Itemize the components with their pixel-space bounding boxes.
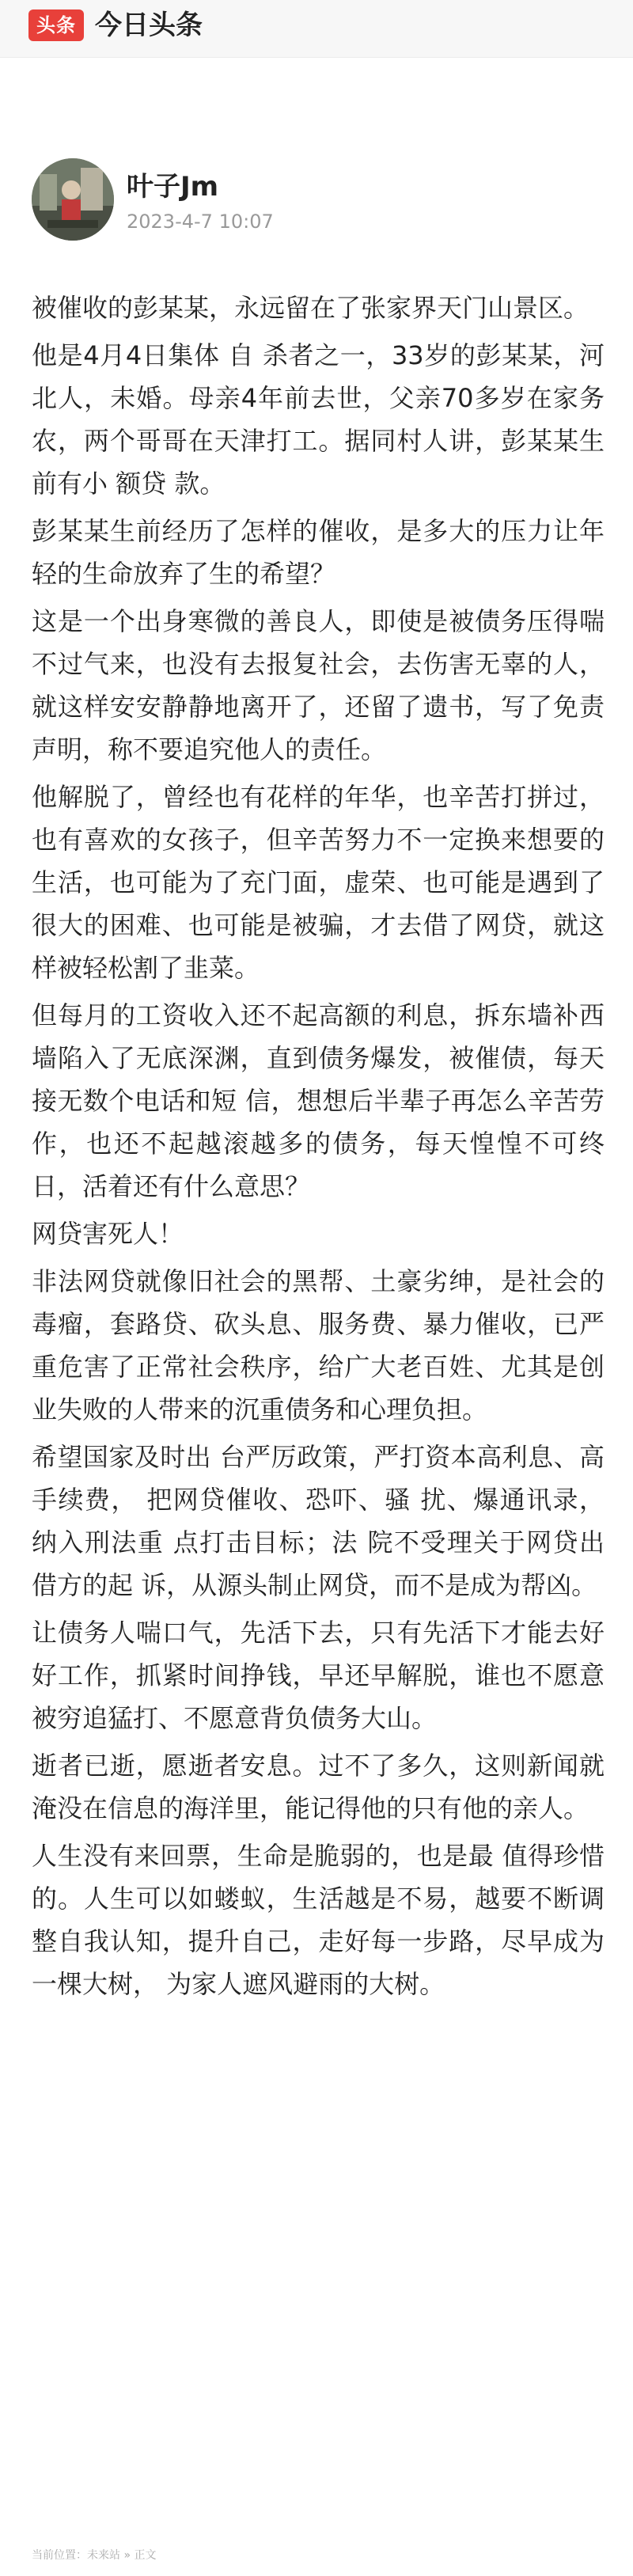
article-paragraph: 希望国家及时出 台严厉政策，严打资本高利息、高手续费， 把网贷催收、恐吓、骚 扰、爆通讯录，纳入刑法重 点打击目标；法 院不受理关于网贷出借方的起 诉，从源头制止网贷，而不是成为帮凶。 xyxy=(32,1442,605,1600)
post-timestamp: 2023-4-7 10:07 xyxy=(127,211,274,233)
article-body xyxy=(32,286,605,2010)
article-paragraph: 让债务人喘口气，先活下去，只有先活下才能去好好工作，抓紧时间挣钱，早还早解脱，谁也不愿意被穷追猛打、不愿意背负债务大山。 xyxy=(32,1618,605,1733)
article-paragraph: 他解脱了，曾经也有花样的年华，也辛苦打拼过，也有喜欢的女孩子，但辛苦努力不一定换来想要的生活，也可能为了充门面，虚荣、也可能是遇到了很大的困难、也可能是被骗，才去借了网贷，就这样被轻松割了韭菜。 xyxy=(32,782,605,983)
article-paragraph: 网贷害死人！ xyxy=(32,1219,184,1249)
article-paragraph: 被催收的彭某某，永远留在了张家界天门山景区。 xyxy=(32,293,589,323)
article-paragraph: 人生没有来回票，生命是脆弱的，也是最 值得珍惜的。人生可以如蝼蚁，生活越是不易，越要不断调整自我认知，提升自己，走好每一步路，尽早成为一棵大树， 为家人遮风避雨的大树。 xyxy=(32,1841,605,1999)
toutiao-logo[interactable]: 头条 xyxy=(28,9,84,41)
author-block xyxy=(32,158,601,245)
article-paragraph: 他是4月4日集体 自 杀者之一，33岁的彭某某，河北人，未婚。母亲4年前去世，父亲70多岁在家务农，两个哥哥在天津打工。据同村人讲，彭某某生前有小 额贷 款。 xyxy=(32,340,605,499)
avatar-photo-icon xyxy=(32,158,114,241)
article-paragraph: 逝者已逝，愿逝者安息。过不了多久，这则新闻就淹没在信息的海洋里，能记得他的只有他的亲人。 xyxy=(32,1751,605,1823)
avatar[interactable] xyxy=(32,158,114,241)
article-paragraph: 彭某某生前经历了怎样的催收，是多大的压力让年轻的生命放弃了生的希望？ xyxy=(32,516,605,589)
footer-location-note: 当前位置：未来站 » 正文 xyxy=(32,2549,157,2562)
article-paragraph: 这是一个出身寒微的善良人，即使是被债务压得喘不过气来，也没有去报复社会，去伤害无辜的人，就这样安安静静地离开了，还留了遗书，写了免责声明，称不要追究他人的责任。 xyxy=(32,606,605,764)
author-name[interactable]: 叶子Jm xyxy=(127,171,219,203)
top-bar xyxy=(0,0,633,58)
article-paragraph: 但每月的工资收入还不起高额的利息，拆东墙补西墙陷入了无底深渊，直到债务爆发，被催债，每天接无数个电话和短 信，想想后半辈子再怎么辛苦劳作，也还不起越滚越多的债务，每天惶惶不可终日，活着还有什么意思？ xyxy=(32,1000,605,1201)
article-paragraph: 非法网贷就像旧社会的黑帮、土豪劣绅，是社会的毒瘤，套路贷、砍头息、服务费、暴力催收，已严重危害了正常社会秩序，给广大老百姓、尤其是创业失败的人带来的沉重债务和心理负担。 xyxy=(32,1266,605,1425)
app-name[interactable]: 今日头条 xyxy=(95,9,203,41)
